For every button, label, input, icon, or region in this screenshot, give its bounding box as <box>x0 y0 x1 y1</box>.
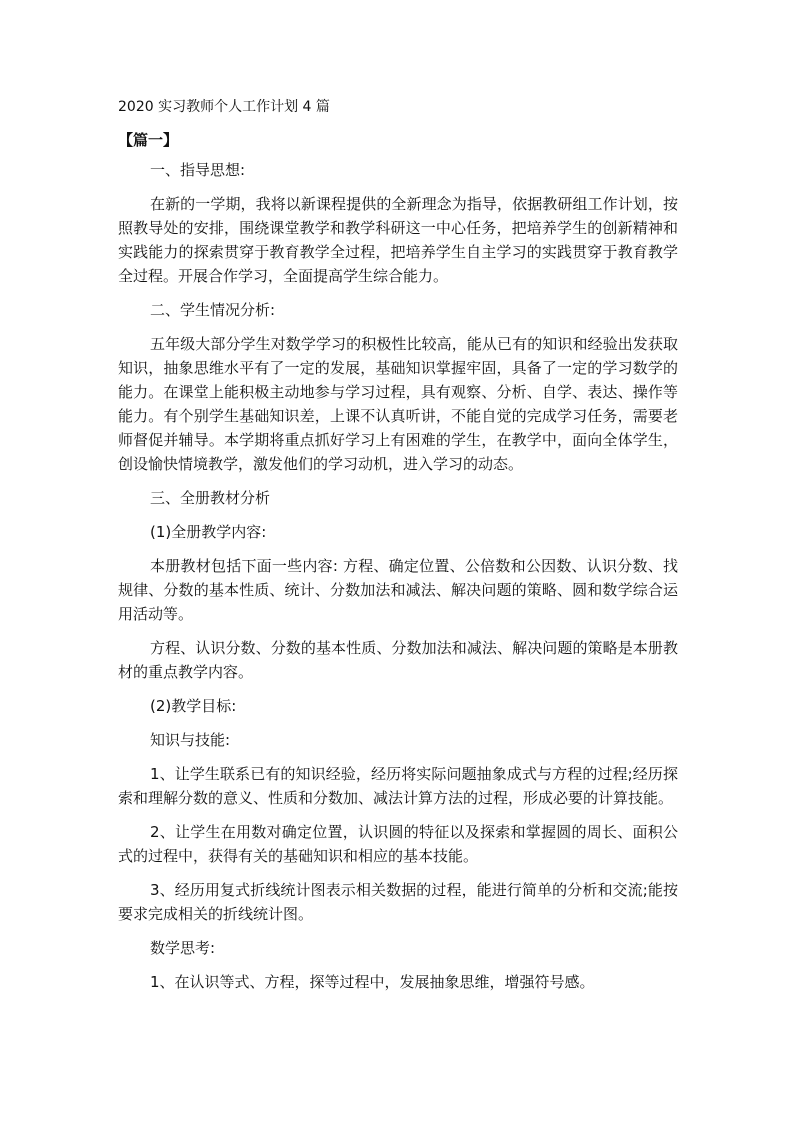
section-label: 【篇一】 <box>118 131 179 149</box>
document-body <box>118 158 678 1004</box>
heading-textbook-analysis: 三、全册教材分析 <box>150 489 271 507</box>
paragraph-student-analysis: 五年级大部分学生对数学学习的积极性比较高，能从已有的知识和经验出发获取知识，抽象思维水平有了一定的发展，基础知识掌握牢固，具备了一定的学习数学的能力。在课堂上能积极主动地参与学习过程，具有观察、分析、自学、表达、操作等能力。有个别学生基础知识差，上课不认真听讲，不能自觉的完成学习任务，需要老师督促并辅导。本学期将重点抓好学习上有困难的学生，在教学中，面向全体学生，创设愉快情境教学，激发他们的学习动机，进入学习的动态。 <box>118 335 678 473</box>
paragraph-key-content: 方程、认识分数、分数的基本性质、分数加法和减法、解决问题的策略是本册教材的重点教学内容。 <box>118 639 678 681</box>
heading-student-analysis: 二、学生情况分析: <box>150 301 276 319</box>
document-title: 2020 实习教师个人工作计划 4 篇 <box>118 99 330 115</box>
heading-knowledge-skills: 知识与技能: <box>150 731 231 749</box>
heading-math-thinking: 数学思考: <box>150 939 216 957</box>
heading-teaching-content: (1)全册教学内容: <box>150 523 267 541</box>
paragraph-thinking-1: 1、在认识等式、方程，探等过程中，发展抽象思维，增强符号感。 <box>150 973 595 991</box>
paragraph-goal-1: 1、让学生联系已有的知识经验，经历将实际问题抽象成式与方程的过程;经历探索和理解分数的意义、性质和分数加、减法计算方法的过程，形成必要的计算技能。 <box>118 765 678 807</box>
heading-teaching-goals: (2)教学目标: <box>150 697 237 715</box>
heading-guiding-thought: 一、指导思想: <box>150 161 246 179</box>
paragraph-goal-2: 2、让学生在用数对确定位置，认识圆的特征以及探索和掌握圆的周长、面积公式的过程中，获得有关的基础知识和相应的基本技能。 <box>118 823 678 865</box>
paragraph-teaching-content: 本册教材包括下面一些内容: 方程、确定位置、公倍数和公因数、认识分数、找规律、分数的基本性质、统计、分数加法和减法、解决问题的策略、圆和数学综合运用活动等。 <box>118 557 678 623</box>
paragraph-guiding-thought: 在新的一学期，我将以新课程提供的全新理念为指导，依据教研组工作计划，按照教导处的安排，围绕课堂教学和教学科研这一中心任务，把培养学生的创新精神和实践能力的探索贯穿于教育教学全过程，把培养学生自主学习的实践贯穿于教育教学全过程。开展合作学习，全面提高学生综合能力。 <box>118 195 678 285</box>
paragraph-goal-3: 3、经历用复式折线统计图表示相关数据的过程，能进行简单的分析和交流;能按要求完成相关的折线统计图。 <box>118 881 678 923</box>
